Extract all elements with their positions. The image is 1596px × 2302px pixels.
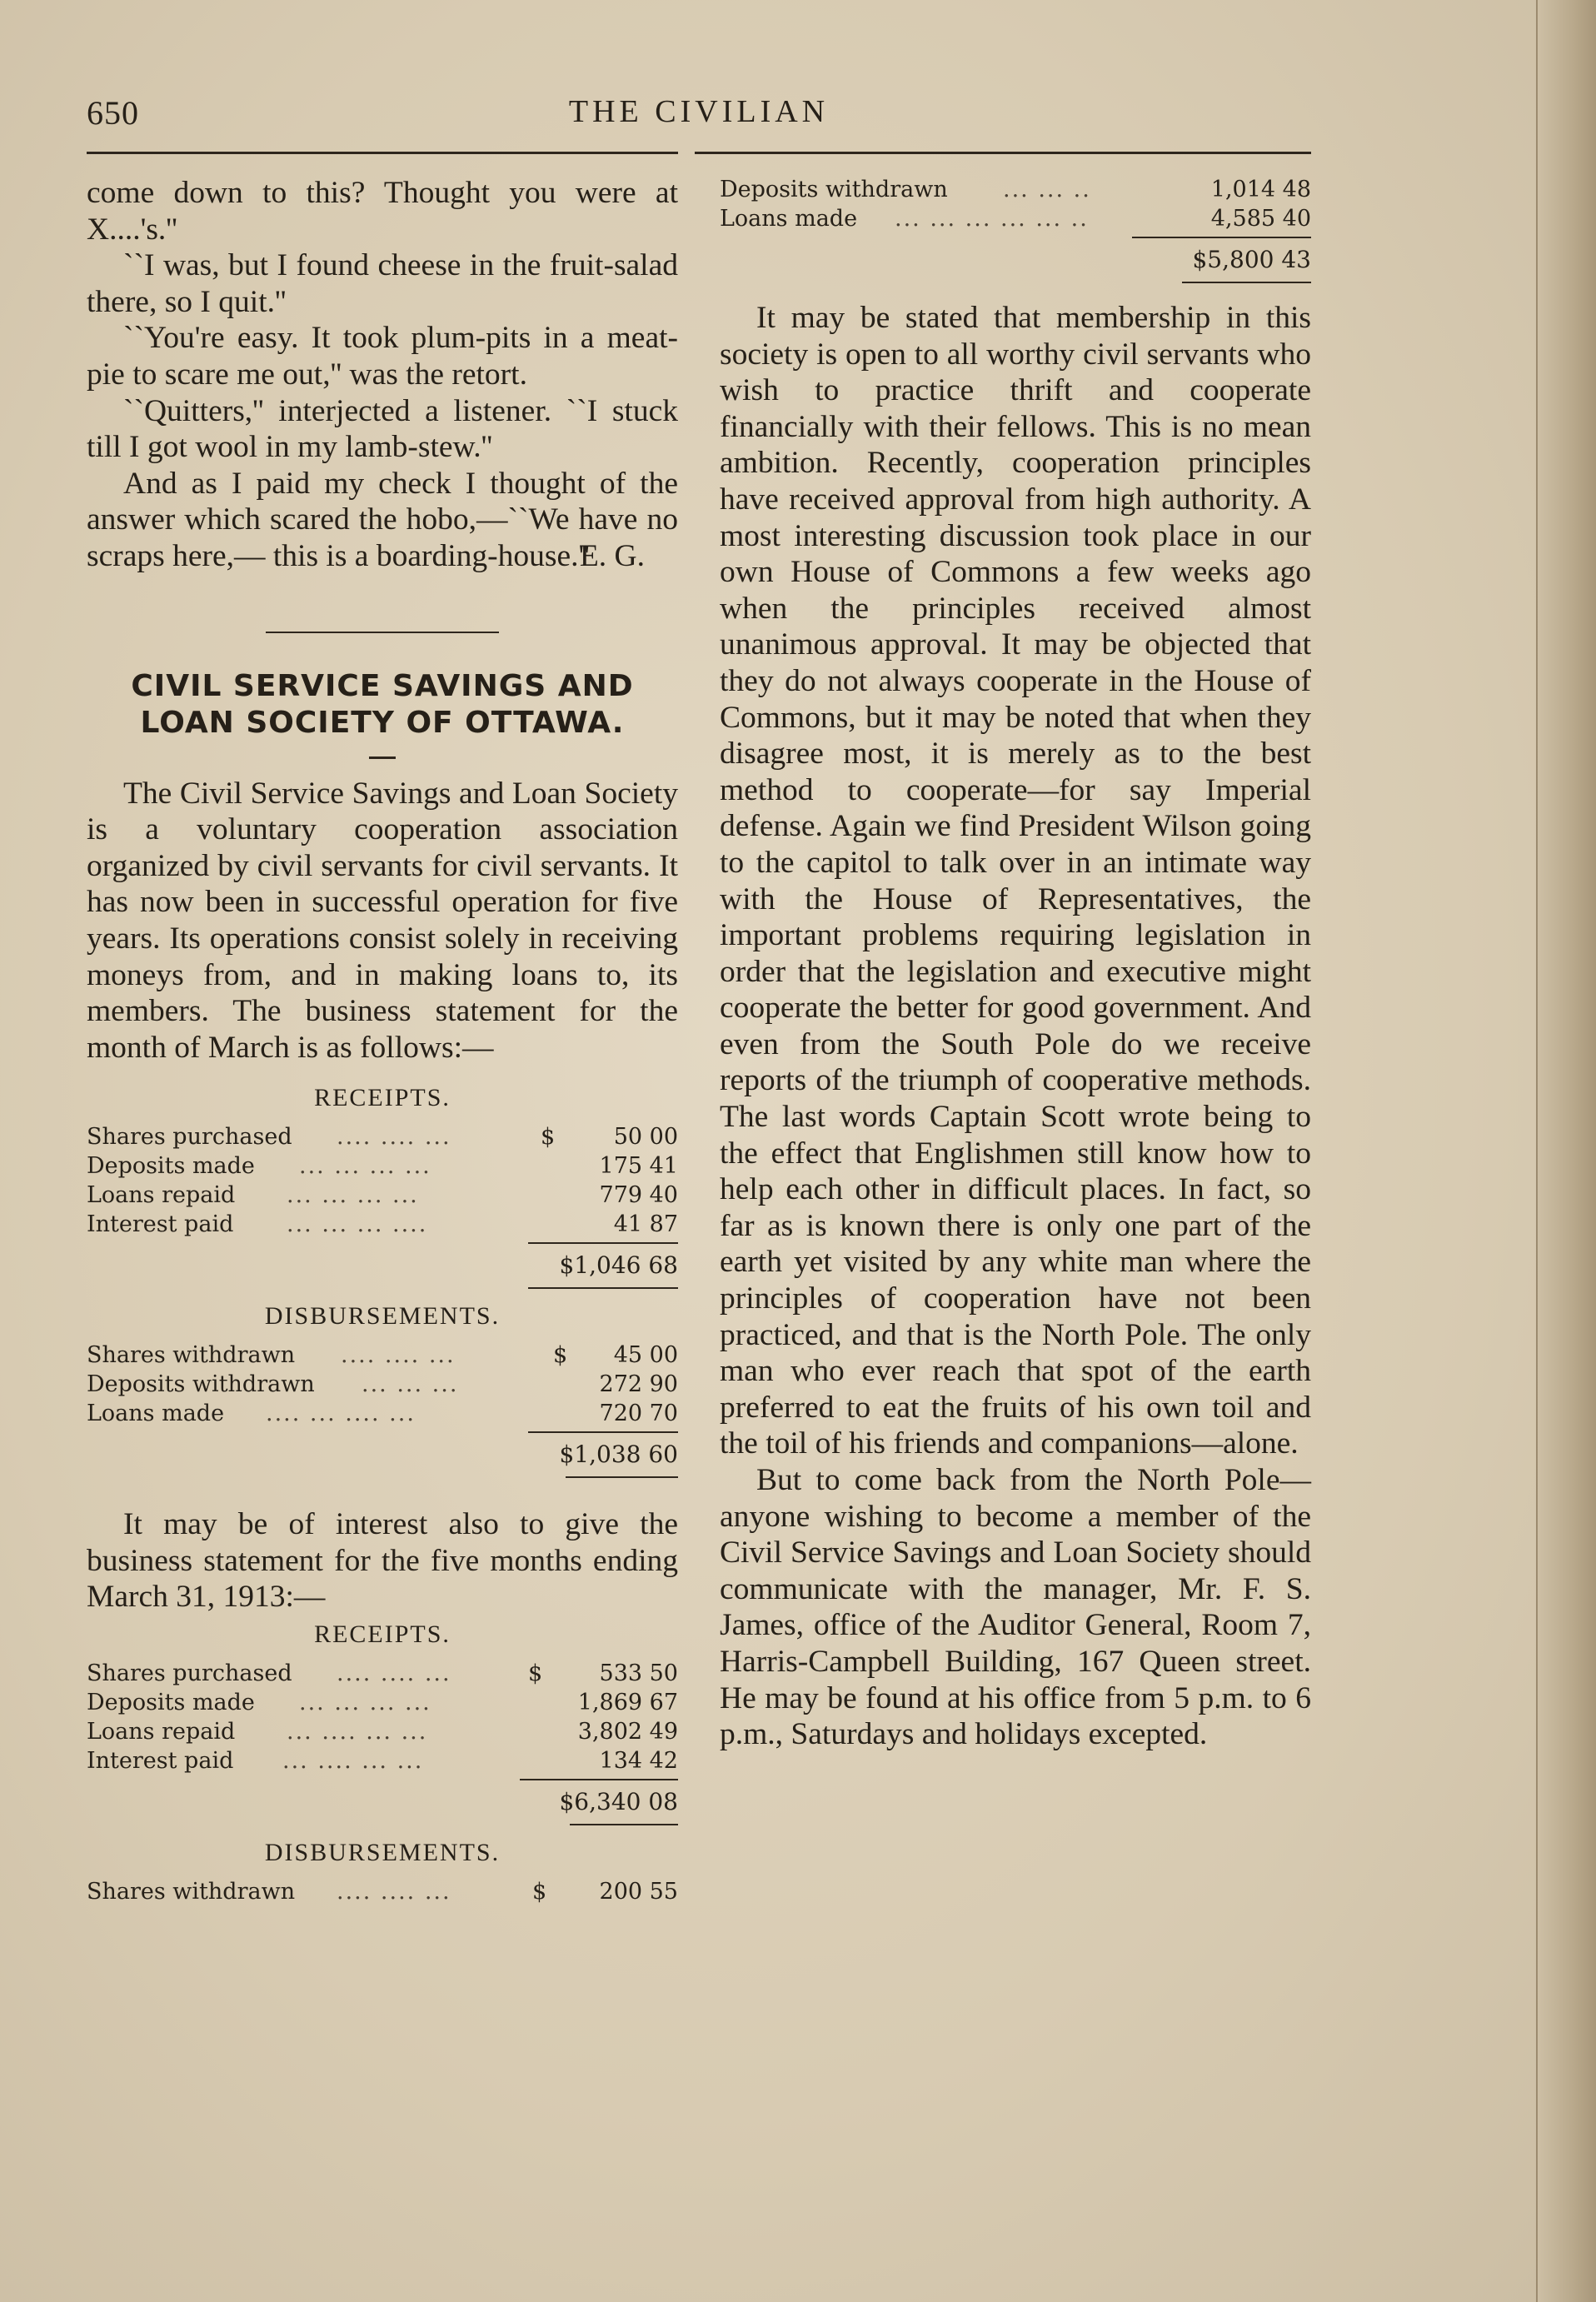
page-header	[87, 93, 1311, 143]
row-label: Loans repaid	[87, 1719, 236, 1745]
sum-rule	[528, 1431, 678, 1433]
story-closing-text: And as I paid my check I thought of the answer which scared the hobo,—``We have no scraps here,— this is a boarding-house.''	[87, 466, 678, 573]
row-amount: 45 00	[613, 1342, 678, 1369]
row-amount: 272 90	[599, 1371, 678, 1398]
journal-title: THE CIVILIAN	[568, 94, 830, 129]
row-label: Deposits made	[87, 1690, 255, 1716]
row-label: Interest paid	[87, 1211, 234, 1238]
row-currency: $	[541, 1124, 556, 1151]
article-title-line-1: CIVIL SERVICE SAVINGS AND	[131, 668, 634, 703]
sum-rule	[520, 1779, 678, 1780]
row-amount: 533 50	[599, 1660, 678, 1687]
statement-row	[87, 1181, 678, 1210]
row-label: Deposits withdrawn	[87, 1371, 315, 1398]
march-receipts-heading: RECEIPTS.	[314, 1084, 451, 1112]
five-month-receipts-heading: RECEIPTS.	[314, 1620, 451, 1649]
row-label: Loans repaid	[87, 1182, 236, 1209]
left-column	[87, 175, 678, 1906]
statement-row	[87, 1122, 678, 1151]
march-disbursements-table	[87, 1341, 678, 1478]
row-label: Deposits withdrawn	[720, 177, 948, 202]
statement-row	[87, 1399, 678, 1428]
story-signature: E. G.	[579, 538, 645, 573]
statement-row	[87, 1746, 678, 1775]
row-amount: 1,869 67	[577, 1690, 678, 1716]
row-currency: $	[532, 1879, 547, 1905]
row-leader-dots: .... ... .... ...	[266, 1401, 416, 1427]
statement-row	[720, 175, 1311, 204]
row-leader-dots: ... .... ... ...	[282, 1748, 424, 1775]
total-amount: $1,046 68	[559, 1251, 678, 1280]
total-amount: $1,038 60	[559, 1441, 678, 1469]
row-currency: $	[553, 1342, 568, 1369]
story-paragraph: come down to this? Thought you were at X....'s.''	[87, 176, 678, 247]
five-month-receipts-table	[87, 1659, 678, 1825]
row-leader-dots: .... .... ...	[337, 1660, 451, 1687]
row-leader-dots: ... ... ..	[1003, 177, 1091, 202]
statement-total	[87, 1428, 678, 1478]
row-leader-dots: ... ... ... ....	[287, 1211, 428, 1238]
story-paragraph: ``You're easy. It took plum-pits in a meat-pie to scare me out,'' was the retort.	[87, 321, 678, 392]
statement-row	[87, 1659, 678, 1688]
statement-row	[87, 1688, 678, 1717]
row-label: Shares purchased	[87, 1660, 292, 1687]
sum-rule	[528, 1287, 678, 1289]
body-paragraph: It may be stated that membership in this society is open to all worthy civil servants who wish to practice thrift and cooperate financially with their fellows. This is no mean ambition. Recently, cooperation principles have received approval from high authority. A most interesting discussion took place in our own House of Commons a few weeks ago when the principles received almost unanimous approval. It may be objected that they do not always cooperate in the House of Commons, but it may be noted that when they disagree most, it is merely as to the best method to cooperate—for say Imperial defense. Again we find President Wilson going to the capitol to talk over in an intimate way with the House of Representatives, the important problems requiring legislation in order that the legislation and executive might cooperate the better for good government. And even from the South Pole do we receive reports of the triumph of cooperative methods. The last words Captain Scott wrote being to the effect that Englishmen still know how to help each other in difficult places. In fact, so far as is known there is only one part of the earth yet visited by any white man where the principles of cooperation have not been practiced, and that is the North Pole. The only man who ever reach that spot of the earth preferred to eat the fruits of his own toil and the toil of his friends and companions—alone.	[720, 301, 1311, 1461]
row-leader-dots: ... ... ... ... ... ..	[895, 206, 1089, 232]
row-amount: 720 70	[599, 1401, 678, 1427]
right-column	[720, 175, 1311, 1753]
page-edge	[1536, 0, 1596, 2302]
five-month-disbursements-heading: DISBURSEMENTS.	[264, 1839, 501, 1867]
march-receipts-table	[87, 1122, 678, 1289]
row-amount: 4,585 40	[1210, 206, 1311, 232]
row-amount: 1,014 48	[1210, 177, 1311, 202]
statement-total	[87, 1239, 678, 1289]
total-amount: $6,340 08	[559, 1788, 678, 1816]
body-paragraph: But to come back from the North Pole—anyone wishing to become a member of the Civil Service Savings and Loan Society should communicate with the manager, Mr. F. S. James, office of the Auditor General, Room 7, Harris-Campbell Building, 167 Queen street. He may be found at his office from 5 p.m. to 6 p.m., Saturdays and holidays excepted.	[720, 1463, 1311, 1752]
statement-total	[87, 1775, 678, 1825]
row-amount: 50 00	[613, 1124, 678, 1151]
row-leader-dots: ... ... ... ...	[299, 1690, 431, 1716]
sum-rule	[570, 1824, 678, 1825]
statement-total	[720, 233, 1311, 283]
header-rule-right	[695, 152, 1311, 154]
row-label: Deposits made	[87, 1153, 255, 1180]
row-leader-dots: ... ... ...	[362, 1371, 459, 1398]
story-paragraph: ``I was, but I found cheese in the fruit-salad there, so I quit.''	[87, 248, 678, 319]
row-leader-dots: .... .... ...	[337, 1879, 451, 1905]
row-label: Shares withdrawn	[87, 1342, 296, 1369]
row-amount: 175 41	[599, 1153, 678, 1180]
sum-rule	[566, 1476, 678, 1478]
row-leader-dots: .... .... ...	[337, 1124, 451, 1151]
row-amount: 200 55	[599, 1879, 678, 1905]
row-amount: 134 42	[599, 1748, 678, 1775]
header-rule-left	[87, 152, 678, 154]
story-paragraph	[87, 466, 678, 575]
statement-row	[87, 1370, 678, 1399]
row-leader-dots: ... ... ... ...	[299, 1153, 431, 1180]
statement-row	[87, 1341, 678, 1370]
statement-row	[87, 1151, 678, 1181]
five-month-disbursements-table	[87, 1877, 678, 1906]
row-leader-dots: ... .... ... ...	[287, 1719, 428, 1745]
row-label: Loans made	[87, 1401, 225, 1427]
row-label: Interest paid	[87, 1748, 234, 1775]
article-title	[87, 668, 678, 742]
total-amount: $5,800 43	[1192, 246, 1311, 273]
five-month-paragraph: It may be of interest also to give the business statement for the five months ending March 31, 1913:—	[87, 1507, 678, 1615]
sum-rule	[1132, 237, 1311, 238]
statement-row	[87, 1877, 678, 1906]
row-amount: 3,802 49	[577, 1719, 678, 1745]
row-amount: 779 40	[599, 1182, 678, 1209]
row-leader-dots: ... ... ... ...	[287, 1182, 419, 1209]
page-number: 650	[87, 94, 139, 132]
statement-row	[720, 204, 1311, 233]
article-title-line-2: LOAN SOCIETY OF OTTAWA.	[140, 705, 625, 740]
row-currency: $	[528, 1660, 543, 1687]
statement-row	[87, 1717, 678, 1746]
article-intro-paragraph: The Civil Service Savings and Loan Society is a voluntary cooperation association organized by civil servants for civil servants. It has now been in successful operation for five years. Its operations consist solely in receiving moneys from, and in making loans to, its members. The business statement for the month of March is as follows:—	[87, 776, 678, 1065]
sum-rule	[1182, 282, 1311, 283]
row-leader-dots: .... .... ...	[341, 1342, 456, 1369]
row-label: Loans made	[720, 206, 858, 232]
row-label: Shares withdrawn	[87, 1879, 296, 1905]
march-disbursements-heading: DISBURSEMENTS.	[264, 1302, 501, 1331]
sum-rule	[528, 1242, 678, 1244]
row-amount: 41 87	[613, 1211, 678, 1238]
story-paragraph: ``Quitters,'' interjected a listener. ``I stuck till I got wool in my lamb-stew.''	[87, 393, 678, 465]
row-label: Shares purchased	[87, 1124, 292, 1151]
continued-disbursements-table	[720, 175, 1311, 283]
statement-row	[87, 1210, 678, 1239]
